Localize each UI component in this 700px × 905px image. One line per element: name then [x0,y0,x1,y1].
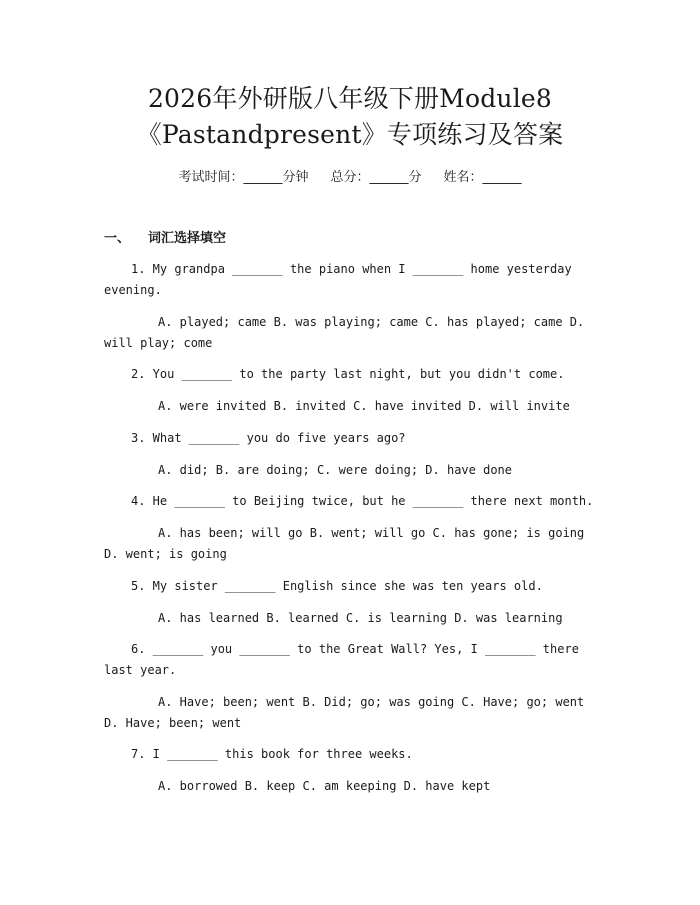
question-2-stem: 2. You _______ to the party last night, but you didn't come. [131,367,565,381]
question-6-stem: 6. _______ you _______ to the Great Wall? Yes, I _______ there last year. [104,642,579,677]
total-score-field: 总分：______分 [330,170,422,185]
student-name-field: 姓名：______ [443,170,522,185]
question-1-stem: 1. My grandpa _______ the piano when I _______ home yesterday evening. [104,262,572,297]
section-heading [104,229,226,249]
question-4-stem: 4. He _______ to Beijing twice, but he _______ there next month. [131,494,594,508]
question-1-options: A. played; came B. was playing; came C. has played; came D. will play; come [104,315,585,350]
section-number: 一、 [104,231,131,246]
exam-time-field: 考试时间：______分钟 [178,170,309,185]
document-title-line-2: 《Pastandpresent》专项练习及答案 [136,120,564,149]
section-title: 词汇选择填空 [148,231,227,246]
question-4-options: A. has been; will go B. went; will go C. has gone; is going D. went; is going [104,526,585,561]
question-3-stem: 3. What _______ you do five years ago? [131,431,406,445]
question-2-options: A. were invited B. invited C. have invited D. will invite [158,399,570,413]
question-6-options: A. Have; been; went B. Did; go; was going C. Have; go; went D. Have; been; went [104,695,585,730]
question-7-stem: 7. I _______ this book for three weeks. [131,747,413,761]
question-5-options: A. has learned B. learned C. is learning D. was learning [158,611,563,625]
question-3-options: A. did; B. are doing; C. were doing; D. have done [158,463,513,477]
document-title-line-1: 2026年外研版八年级下册Module8 [147,84,553,113]
question-5-stem: 5. My sister _______ English since she was ten years old. [131,579,543,593]
exam-info-row [0,168,700,188]
question-7-options: A. borrowed B. keep C. am keeping D. have kept [158,779,491,793]
